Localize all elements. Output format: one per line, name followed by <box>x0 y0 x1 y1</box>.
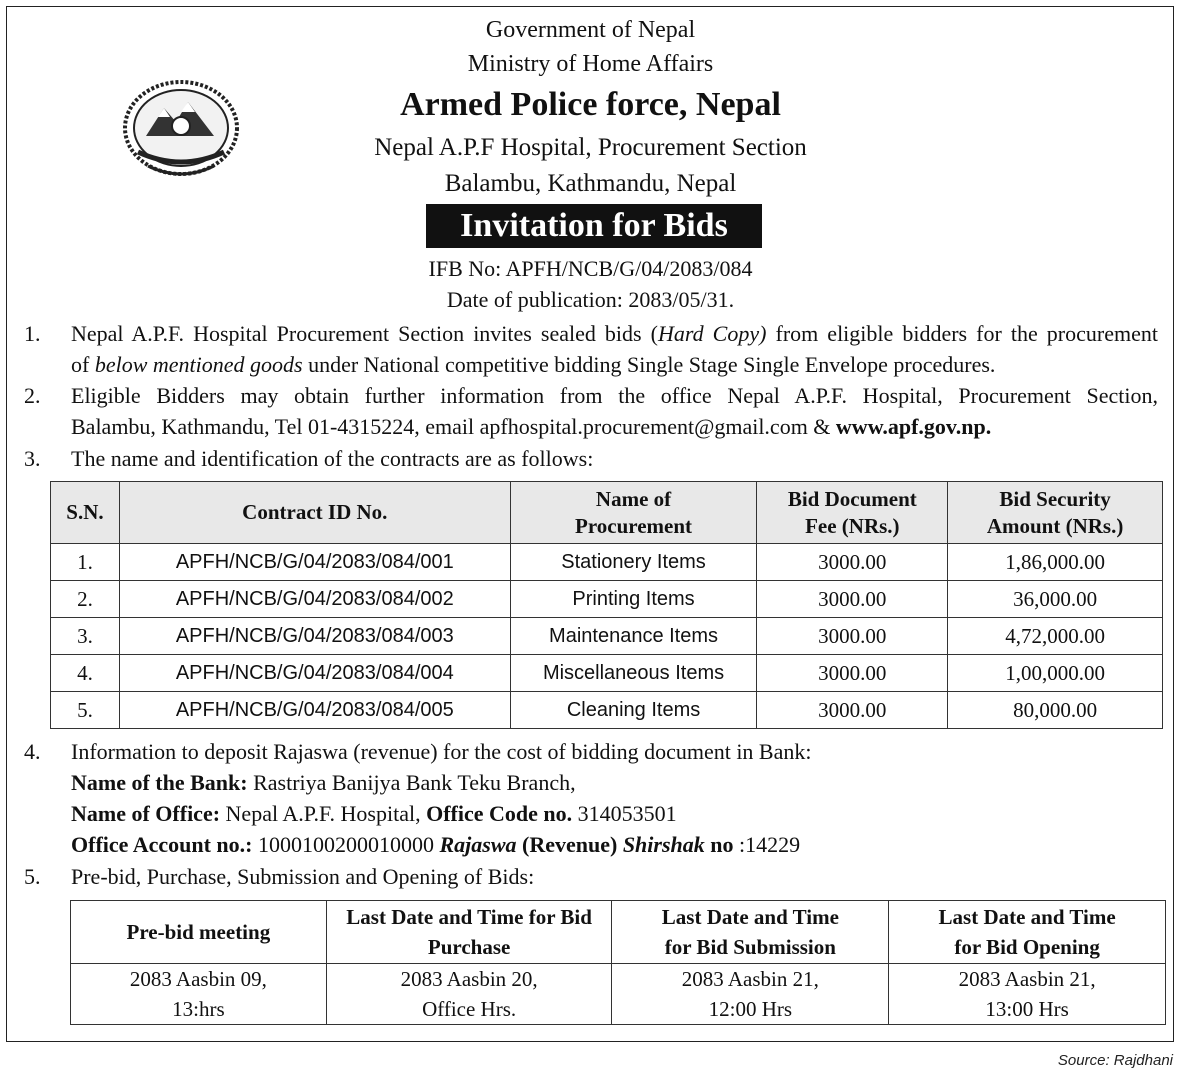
account-label: Office Account no.: <box>71 832 253 857</box>
contracts-table <box>50 481 1163 729</box>
header-text: Bid Security <box>999 486 1111 511</box>
notice-title: Invitation for Bids <box>426 204 762 248</box>
header-submission <box>612 901 889 964</box>
item-4 <box>24 736 1158 860</box>
header-text: Last Date and Time <box>938 905 1116 929</box>
item-2-line-1: Eligible Bidders may obtain further information from the office Nepal A.P.F. Hospital, Procurement Section, <box>71 383 1158 408</box>
cell-bid-security: 1,00,000.00 <box>948 655 1163 692</box>
cell-bid-fee: 3000.00 <box>757 581 948 618</box>
item-1-text-a: Nepal A.P.F. Hospital Procurement Section invites sealed bids ( <box>71 321 658 346</box>
cell-bid-fee: 3000.00 <box>757 618 948 655</box>
table-row <box>51 581 1163 618</box>
header-prebid: Pre-bid meeting <box>71 901 327 964</box>
ministry-line: Ministry of Home Affairs <box>467 51 714 77</box>
cell-sn: 1. <box>51 544 120 581</box>
account-value: 1000100200010000 <box>252 832 440 857</box>
cell-contract-id: APFH/NCB/G/04/2083/084/004 <box>119 655 510 692</box>
header-sn: S.N. <box>51 482 120 544</box>
office-name-value: Nepal A.P.F. Hospital, <box>220 801 427 826</box>
account-line <box>71 829 1158 860</box>
item-number: 4. <box>24 739 41 764</box>
bank-name-label: Name of the Bank: <box>71 770 248 795</box>
item-1-line-2 <box>71 349 1158 380</box>
header-contract-id: Contract ID No. <box>119 482 510 544</box>
header-purchase <box>326 901 612 964</box>
office-code-value: 314053501 <box>572 801 677 826</box>
item-3-text: The name and identification of the contracts are as follows: <box>71 446 594 471</box>
header-text: Amount (NRs.) <box>986 513 1124 538</box>
cell-text: 2083 Aasbin 21, <box>958 967 1096 991</box>
cell-bid-security: 36,000.00 <box>948 581 1163 618</box>
cell-procurement-name: Maintenance Items <box>510 618 757 655</box>
table-header-row <box>51 482 1163 544</box>
item-2-line-2 <box>71 411 1158 442</box>
cell-sn: 3. <box>51 618 120 655</box>
item-1-text-c: from eligible bidders for the procurement <box>766 321 1158 346</box>
header-bid-security <box>948 482 1163 544</box>
cell-bid-fee: 3000.00 <box>757 692 948 729</box>
header-text: Last Date and Time for Bid <box>346 905 592 929</box>
header-text: Last Date and Time <box>661 905 839 929</box>
cell-bid-security: 80,000.00 <box>948 692 1163 729</box>
schedule-row <box>71 964 1166 1025</box>
shirshak-no-label: no <box>704 832 734 857</box>
address-line: Balambu, Kathmandu, Nepal <box>444 170 737 197</box>
cell-bid-fee: 3000.00 <box>757 655 948 692</box>
item-3 <box>24 443 1158 474</box>
item-1 <box>24 318 1158 380</box>
item-number: 5. <box>24 864 41 889</box>
cell-procurement-name: Cleaning Items <box>510 692 757 729</box>
cell-text: Office Hrs. <box>422 997 517 1021</box>
bank-name-line <box>71 767 1158 798</box>
office-name-line <box>71 798 1158 829</box>
table-row <box>51 618 1163 655</box>
table-row <box>51 655 1163 692</box>
header-text: for Bid Submission <box>664 935 836 959</box>
cell-sn: 4. <box>51 655 120 692</box>
source-credit: Source: Rajdhani <box>1057 1052 1173 1069</box>
organization-name: Armed Police force, Nepal <box>400 86 781 123</box>
table-row <box>51 692 1163 729</box>
cell-text: 2083 Aasbin 20, <box>400 967 538 991</box>
header-text: Purchase <box>427 935 511 959</box>
cell-contract-id: APFH/NCB/G/04/2083/084/002 <box>119 581 510 618</box>
government-line: Government of Nepal <box>485 17 696 43</box>
cell-text: 13:00 Hrs <box>985 997 1069 1021</box>
cell-bid-security: 1,86,000.00 <box>948 544 1163 581</box>
cell-opening <box>889 964 1166 1025</box>
cell-contract-id: APFH/NCB/G/04/2083/084/001 <box>119 544 510 581</box>
item-number: 2. <box>24 383 41 408</box>
revenue-label: (Revenue) <box>516 832 623 857</box>
header-procurement-name <box>510 482 757 544</box>
publication-date: Date of publication: 2083/05/31. <box>446 287 735 312</box>
cell-submission <box>612 964 889 1025</box>
header-text: for Bid Opening <box>954 935 1100 959</box>
website-link: www.apf.gov.np. <box>835 414 992 439</box>
cell-bid-fee: 3000.00 <box>757 544 948 581</box>
header-text: Bid Document <box>787 486 917 511</box>
office-code-label: Office Code no. <box>426 801 573 826</box>
shirshak-no-value: :14229 <box>733 832 801 857</box>
office-name-label: Name of Office: <box>71 801 221 826</box>
item-4-intro: Information to deposit Rajaswa (revenue) for the cost of bidding document in Bank: <box>71 739 812 764</box>
schedule-header-row <box>71 901 1166 964</box>
shirshak-label: Shirshak <box>622 832 705 857</box>
section-line: Nepal A.P.F Hospital, Procurement Section <box>374 134 807 161</box>
item-2 <box>24 380 1158 442</box>
cell-text: 13:hrs <box>172 997 225 1021</box>
cell-text: 2083 Aasbin 09, <box>129 967 267 991</box>
item-number: 1. <box>24 321 41 346</box>
header-text: Fee (NRs.) <box>805 513 900 538</box>
cell-procurement-name: Miscellaneous Items <box>510 655 757 692</box>
bank-name-value: Rastriya Banijya Bank Teku Branch, <box>247 770 576 795</box>
header-text: Procurement <box>575 513 693 538</box>
cell-prebid <box>71 964 327 1025</box>
ifb-number: IFB No: APFH/NCB/G/04/2083/084 <box>428 256 753 281</box>
header-text: Name of <box>595 486 672 511</box>
item-1-text-goods: below mentioned goods <box>94 352 303 377</box>
cell-contract-id: APFH/NCB/G/04/2083/084/003 <box>119 618 510 655</box>
table-row <box>51 544 1163 581</box>
item-2-text-a: Balambu, Kathmandu, Tel 01-4315224, email apfhospital.procurement@gmail.com & <box>71 414 836 439</box>
cell-text: 12:00 Hrs <box>708 997 793 1021</box>
cell-contract-id: APFH/NCB/G/04/2083/084/005 <box>119 692 510 729</box>
header-opening <box>889 901 1166 964</box>
rajaswa-label: Rajaswa <box>439 832 517 857</box>
item-number: 3. <box>24 446 41 471</box>
cell-procurement-name: Printing Items <box>510 581 757 618</box>
item-5-text: Pre-bid, Purchase, Submission and Opening of Bids: <box>71 864 535 889</box>
item-5 <box>24 861 1158 892</box>
cell-bid-security: 4,72,000.00 <box>948 618 1163 655</box>
item-1-text-hardcopy: Hard Copy) <box>657 321 767 346</box>
header-bid-fee <box>757 482 948 544</box>
item-1-text-d: of <box>71 352 95 377</box>
item-1-text-e: under National competitive bidding Single Stage Single Envelope procedures. <box>302 352 996 377</box>
cell-sn: 2. <box>51 581 120 618</box>
cell-sn: 5. <box>51 692 120 729</box>
cell-text: 2083 Aasbin 21, <box>681 967 819 991</box>
schedule-table <box>70 900 1166 1025</box>
item-1-line-1 <box>71 318 1158 349</box>
cell-purchase <box>326 964 612 1025</box>
cell-procurement-name: Stationery Items <box>510 544 757 581</box>
